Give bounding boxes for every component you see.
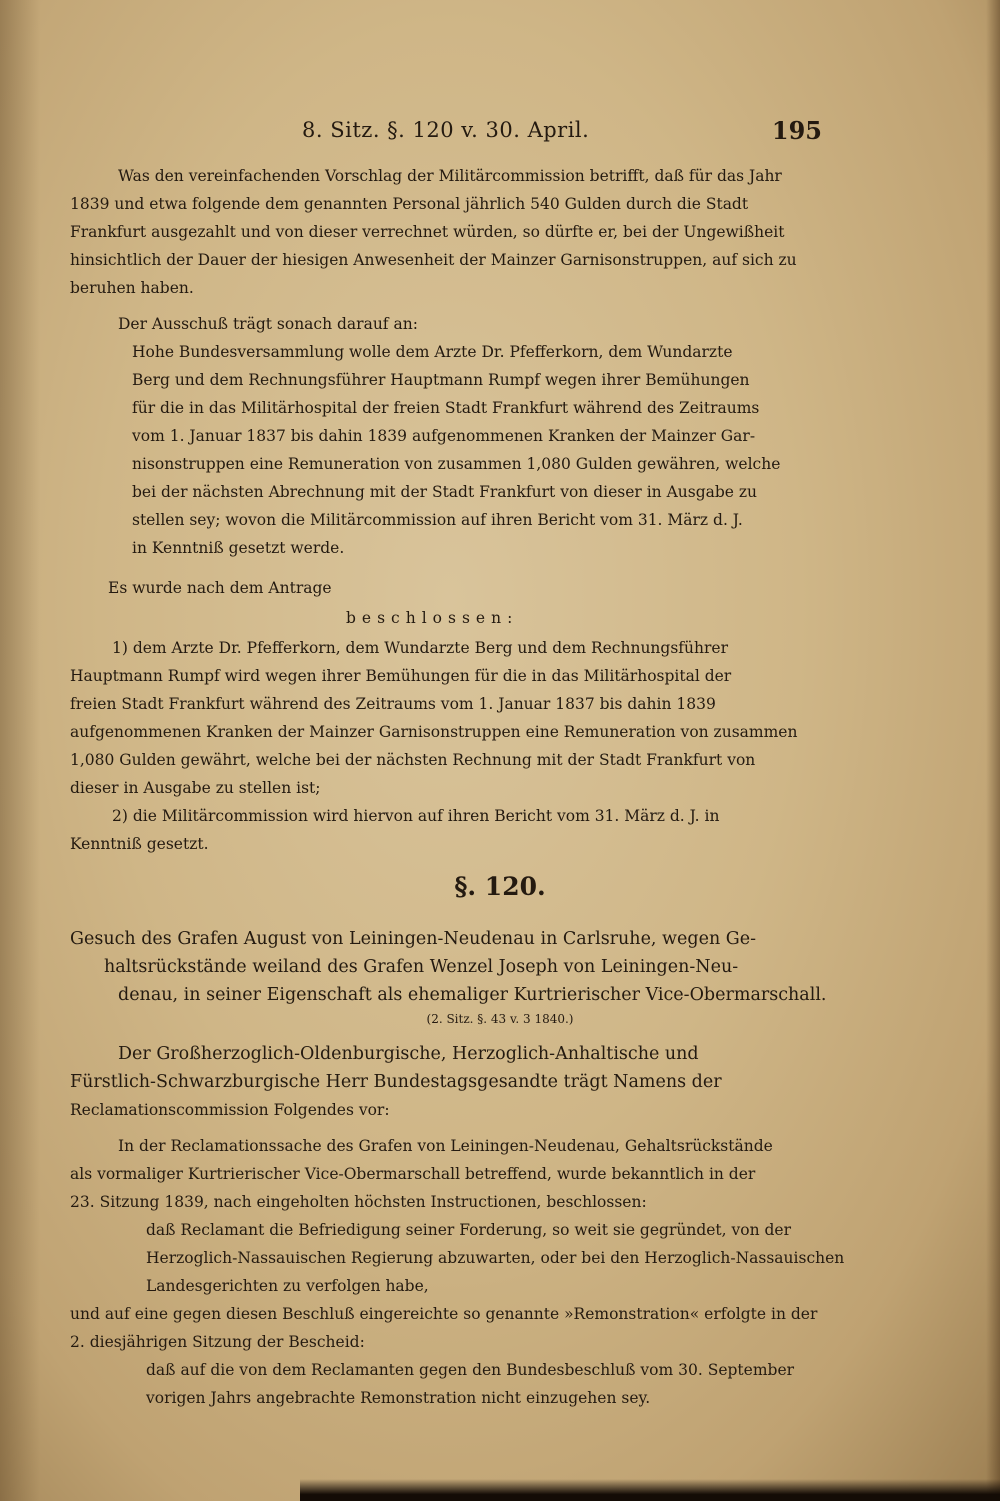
- motion-intro: Der Ausschuß trägt sonach darauf an:: [118, 315, 418, 333]
- section-title-line: Gesuch des Grafen August von Leiningen-Neudenau in Carlsruhe, wegen Ge-: [70, 929, 757, 949]
- motion-line: nisonstruppen eine Remuneration von zusammen 1,080 Gulden gewähren, welche: [132, 455, 781, 473]
- page-shadow-right: [986, 0, 1000, 1501]
- speaker-line: Fürstlich-Schwarzburgische Herr Bundestagsgesandte trägt Namens der: [70, 1072, 722, 1092]
- resolution-line: Kenntniß gesetzt.: [70, 835, 209, 853]
- section-heading: §. 120.: [454, 872, 546, 901]
- resolution-line: 1,080 Gulden gewährt, welche bei der nächsten Rechnung mit der Stadt Frankfurt von: [70, 751, 756, 769]
- quote-line: Landesgerichten zu verfolgen habe,: [146, 1277, 429, 1295]
- motion-line: Berg und dem Rechnungsführer Hauptmann Rumpf wegen ihrer Bemühungen: [132, 371, 750, 389]
- motion-line: vom 1. Januar 1837 bis dahin 1839 aufgenommenen Kranken der Mainzer Gar-: [132, 427, 756, 445]
- quote-line: daß Reclamant die Befriedigung seiner Forderung, so weit sie gegründet, von der: [146, 1221, 791, 1239]
- section-title-line: haltsrückstände weiland des Grafen Wenzel Joseph von Leiningen-Neu-: [104, 957, 739, 977]
- motion-line: Hohe Bundesversammlung wolle dem Arzte Dr. Pfefferkorn, dem Wundarzte: [132, 343, 733, 361]
- paragraph-line: Was den vereinfachenden Vorschlag der Militärcommission betrifft, daß für das Jahr: [118, 167, 782, 185]
- speaker-line: Reclamationscommission Folgendes vor:: [70, 1101, 390, 1119]
- page-number: 195: [771, 116, 822, 145]
- running-head: 8. Sitz. §. 120 v. 30. April.: [302, 118, 590, 142]
- motion-line: bei der nächsten Abrechnung mit der Stadt Frankfurt von dieser in Ausgabe zu: [132, 483, 758, 501]
- paragraph-line: 1839 und etwa folgende dem genannten Personal jährlich 540 Gulden durch die Stadt: [70, 195, 749, 213]
- resolution-line: freien Stadt Frankfurt während des Zeitraums vom 1. Januar 1837 bis dahin 1839: [70, 695, 716, 713]
- body-line: und auf eine gegen diesen Beschluß eingereichte so genannte »Remonstration« erfolgte in der: [70, 1305, 818, 1323]
- resolution-line: 2) die Militärcommission wird hiervon auf ihren Bericht vom 31. März d. J. in: [112, 807, 720, 825]
- body-line: In der Reclamationssache des Grafen von Leiningen-Neudenau, Gehaltsrückstände: [118, 1137, 773, 1155]
- body-line: als vormaliger Kurtrierischer Vice-Obermarschall betreffend, wurde bekanntlich in der: [70, 1165, 756, 1183]
- motion-line: stellen sey; wovon die Militärcommission auf ihren Bericht vom 31. März d. J.: [132, 511, 743, 529]
- section-reference: (2. Sitz. §. 43 v. 3 1840.): [426, 1012, 574, 1026]
- resolution-line: Hauptmann Rumpf wird wegen ihrer Bemühungen für die in das Militärhospital der: [70, 667, 732, 685]
- body-line: 23. Sitzung 1839, nach eingeholten höchsten Instructionen, beschlossen:: [70, 1193, 647, 1211]
- speaker-line: Der Großherzoglich-Oldenburgische, Herzoglich-Anhaltische und: [118, 1044, 699, 1064]
- page-header: [0, 118, 1000, 148]
- quote-line: daß auf die von dem Reclamanten gegen den Bundesbeschluß vom 30. September: [146, 1361, 795, 1379]
- motion-line: in Kenntniß gesetzt werde.: [132, 539, 345, 557]
- paragraph-line: Frankfurt ausgezahlt und von dieser verrechnet würden, so dürfte er, bei der Ungewißheit: [70, 223, 785, 241]
- page-shadow-left: [0, 0, 40, 1501]
- paragraph-line: beruhen haben.: [70, 279, 194, 297]
- resolution-line: dieser in Ausgabe zu stellen ist;: [70, 779, 321, 797]
- quote-line: vorigen Jahrs angebrachte Remonstration nicht einzugehen sey.: [146, 1389, 651, 1407]
- resolution-word: beschlossen:: [346, 609, 519, 627]
- section-title-line: denau, in seiner Eigenschaft als ehemaliger Kurtrierischer Vice-Obermarschall.: [118, 985, 827, 1005]
- scan-bottom-edge: [300, 1479, 1000, 1501]
- body-line: 2. diesjährigen Sitzung der Bescheid:: [70, 1333, 365, 1351]
- motion-line: für die in das Militärhospital der freien Stadt Frankfurt während des Zeitraums: [132, 399, 760, 417]
- resolution-line: 1) dem Arzte Dr. Pfefferkorn, dem Wundarzte Berg und dem Rechnungsführer: [112, 639, 728, 657]
- resolution-intro: Es wurde nach dem Antrage: [108, 579, 332, 597]
- paragraph-line: hinsichtlich der Dauer der hiesigen Anwesenheit der Mainzer Garnisonstruppen, auf sich zu: [70, 251, 797, 269]
- resolution-line: aufgenommenen Kranken der Mainzer Garnisonstruppen eine Remuneration von zusammen: [70, 723, 798, 741]
- quote-line: Herzoglich-Nassauischen Regierung abzuwarten, oder bei den Herzoglich-Nassauischen: [146, 1249, 845, 1267]
